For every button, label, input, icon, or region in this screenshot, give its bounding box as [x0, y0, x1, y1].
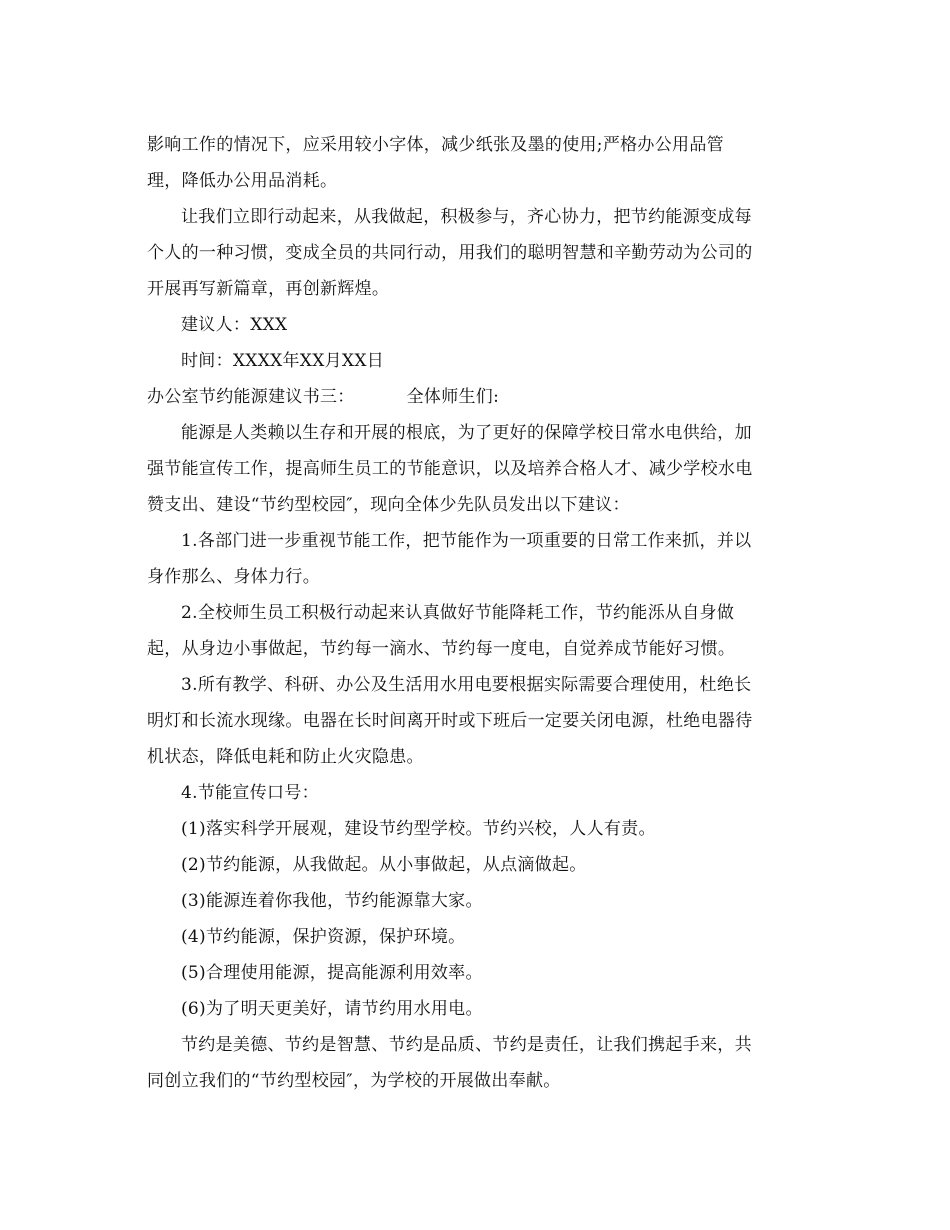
slogan-item: (1)落实科学开展观，建设节约型学校。节约兴校，人人有责。 [181, 819, 656, 839]
item-3 [147, 667, 803, 775]
item-2 [147, 595, 803, 667]
text-line: 节约是美德、节约是智慧、节约是品质、节约是责任，让我们携起手来，共 [181, 1035, 752, 1055]
paragraph-closing [147, 1027, 803, 1099]
text-line: 1.各部门进一步重视节能工作，把节能作为一项重要的日常工作来抓，并以 [181, 531, 752, 551]
paragraph-intro [147, 415, 803, 523]
text-line: 让我们立即行动起来，从我做起，积极参与，齐心协力，把节约能源变成每 [181, 207, 752, 227]
text-line: 赞支出、建设“节约型校园″，现向全体少先队员发出以下建议： [147, 495, 630, 515]
item-4-slogans [147, 775, 803, 1027]
text-line: 开展再写新篇章，再创新辉煌。 [147, 279, 390, 299]
text-line: 机状态，降低电耗和防止火灾隐患。 [147, 747, 424, 767]
text-line: 影响工作的情况下，应采用较小字体，减少纸张及墨的使用;严格办公用品管 [147, 135, 724, 155]
text-line: 起，从身边小事做起，节约每一滴水、节约每一度电，自觉养成节能好习惯。 [147, 639, 736, 659]
section-title: 办公室节约能源建议书三： [147, 387, 355, 407]
section-heading-line [147, 379, 803, 415]
text-line: 3.所有教学、科研、办公及生活用水用电要根据实际需要合理使用，杜绝长 [181, 675, 752, 695]
text-line: 能源是人类赖以生存和开展的根底，为了更好的保障学校日常水电供给，加 [181, 423, 752, 443]
text-line: 强节能宣传工作，提高师生员工的节能意识，以及培养合格人才、减少学校水电 [147, 459, 753, 479]
item-4-title: 4.节能宣传口号： [181, 783, 319, 803]
date-line: 时间：XXXX年XX月XX日 [181, 351, 385, 371]
proposer-line: 建议人：XXX [181, 315, 288, 335]
text-line: 身作那么、身体力行。 [147, 567, 320, 587]
item-1 [147, 523, 803, 595]
text-line: 2.全校师生员工积极行动起来认真做好节能降耗工作，节约能泺从自身做 [181, 603, 735, 623]
section-heading [147, 379, 803, 415]
text-line: 个人的一种习惯，变成全员的共同行动，用我们的聪明智慧和辛勤劳动为公司的 [147, 243, 753, 263]
slogan-item: (6)为了明天更美好，请节约用水用电。 [181, 999, 483, 1019]
paragraph-office-supplies [147, 127, 803, 199]
slogan-item: (5)合理使用能源，提高能源利用效率。 [181, 963, 483, 983]
slogan-item: (2)节约能源，从我做起。从小事做起，从点滴做起。 [181, 855, 587, 875]
signature-block [147, 307, 803, 379]
slogan-item: (4)节约能源，保护资源，保护环境。 [181, 927, 466, 947]
paragraph-call-to-action [147, 199, 803, 307]
text-line: 理，降低办公用品消耗。 [147, 171, 338, 191]
slogan-item: (3)能源连着你我他，节约能源靠大家。 [181, 891, 483, 911]
salutation: 全体师生们: [406, 387, 500, 407]
text-line: 明灯和长流水现缘。电器在长时间离开时或下班后一定要关闭电源，杜绝电器待 [147, 711, 753, 731]
text-line: 同创立我们的“节约型校园″，为学校的开展做出奉献。 [147, 1071, 561, 1091]
